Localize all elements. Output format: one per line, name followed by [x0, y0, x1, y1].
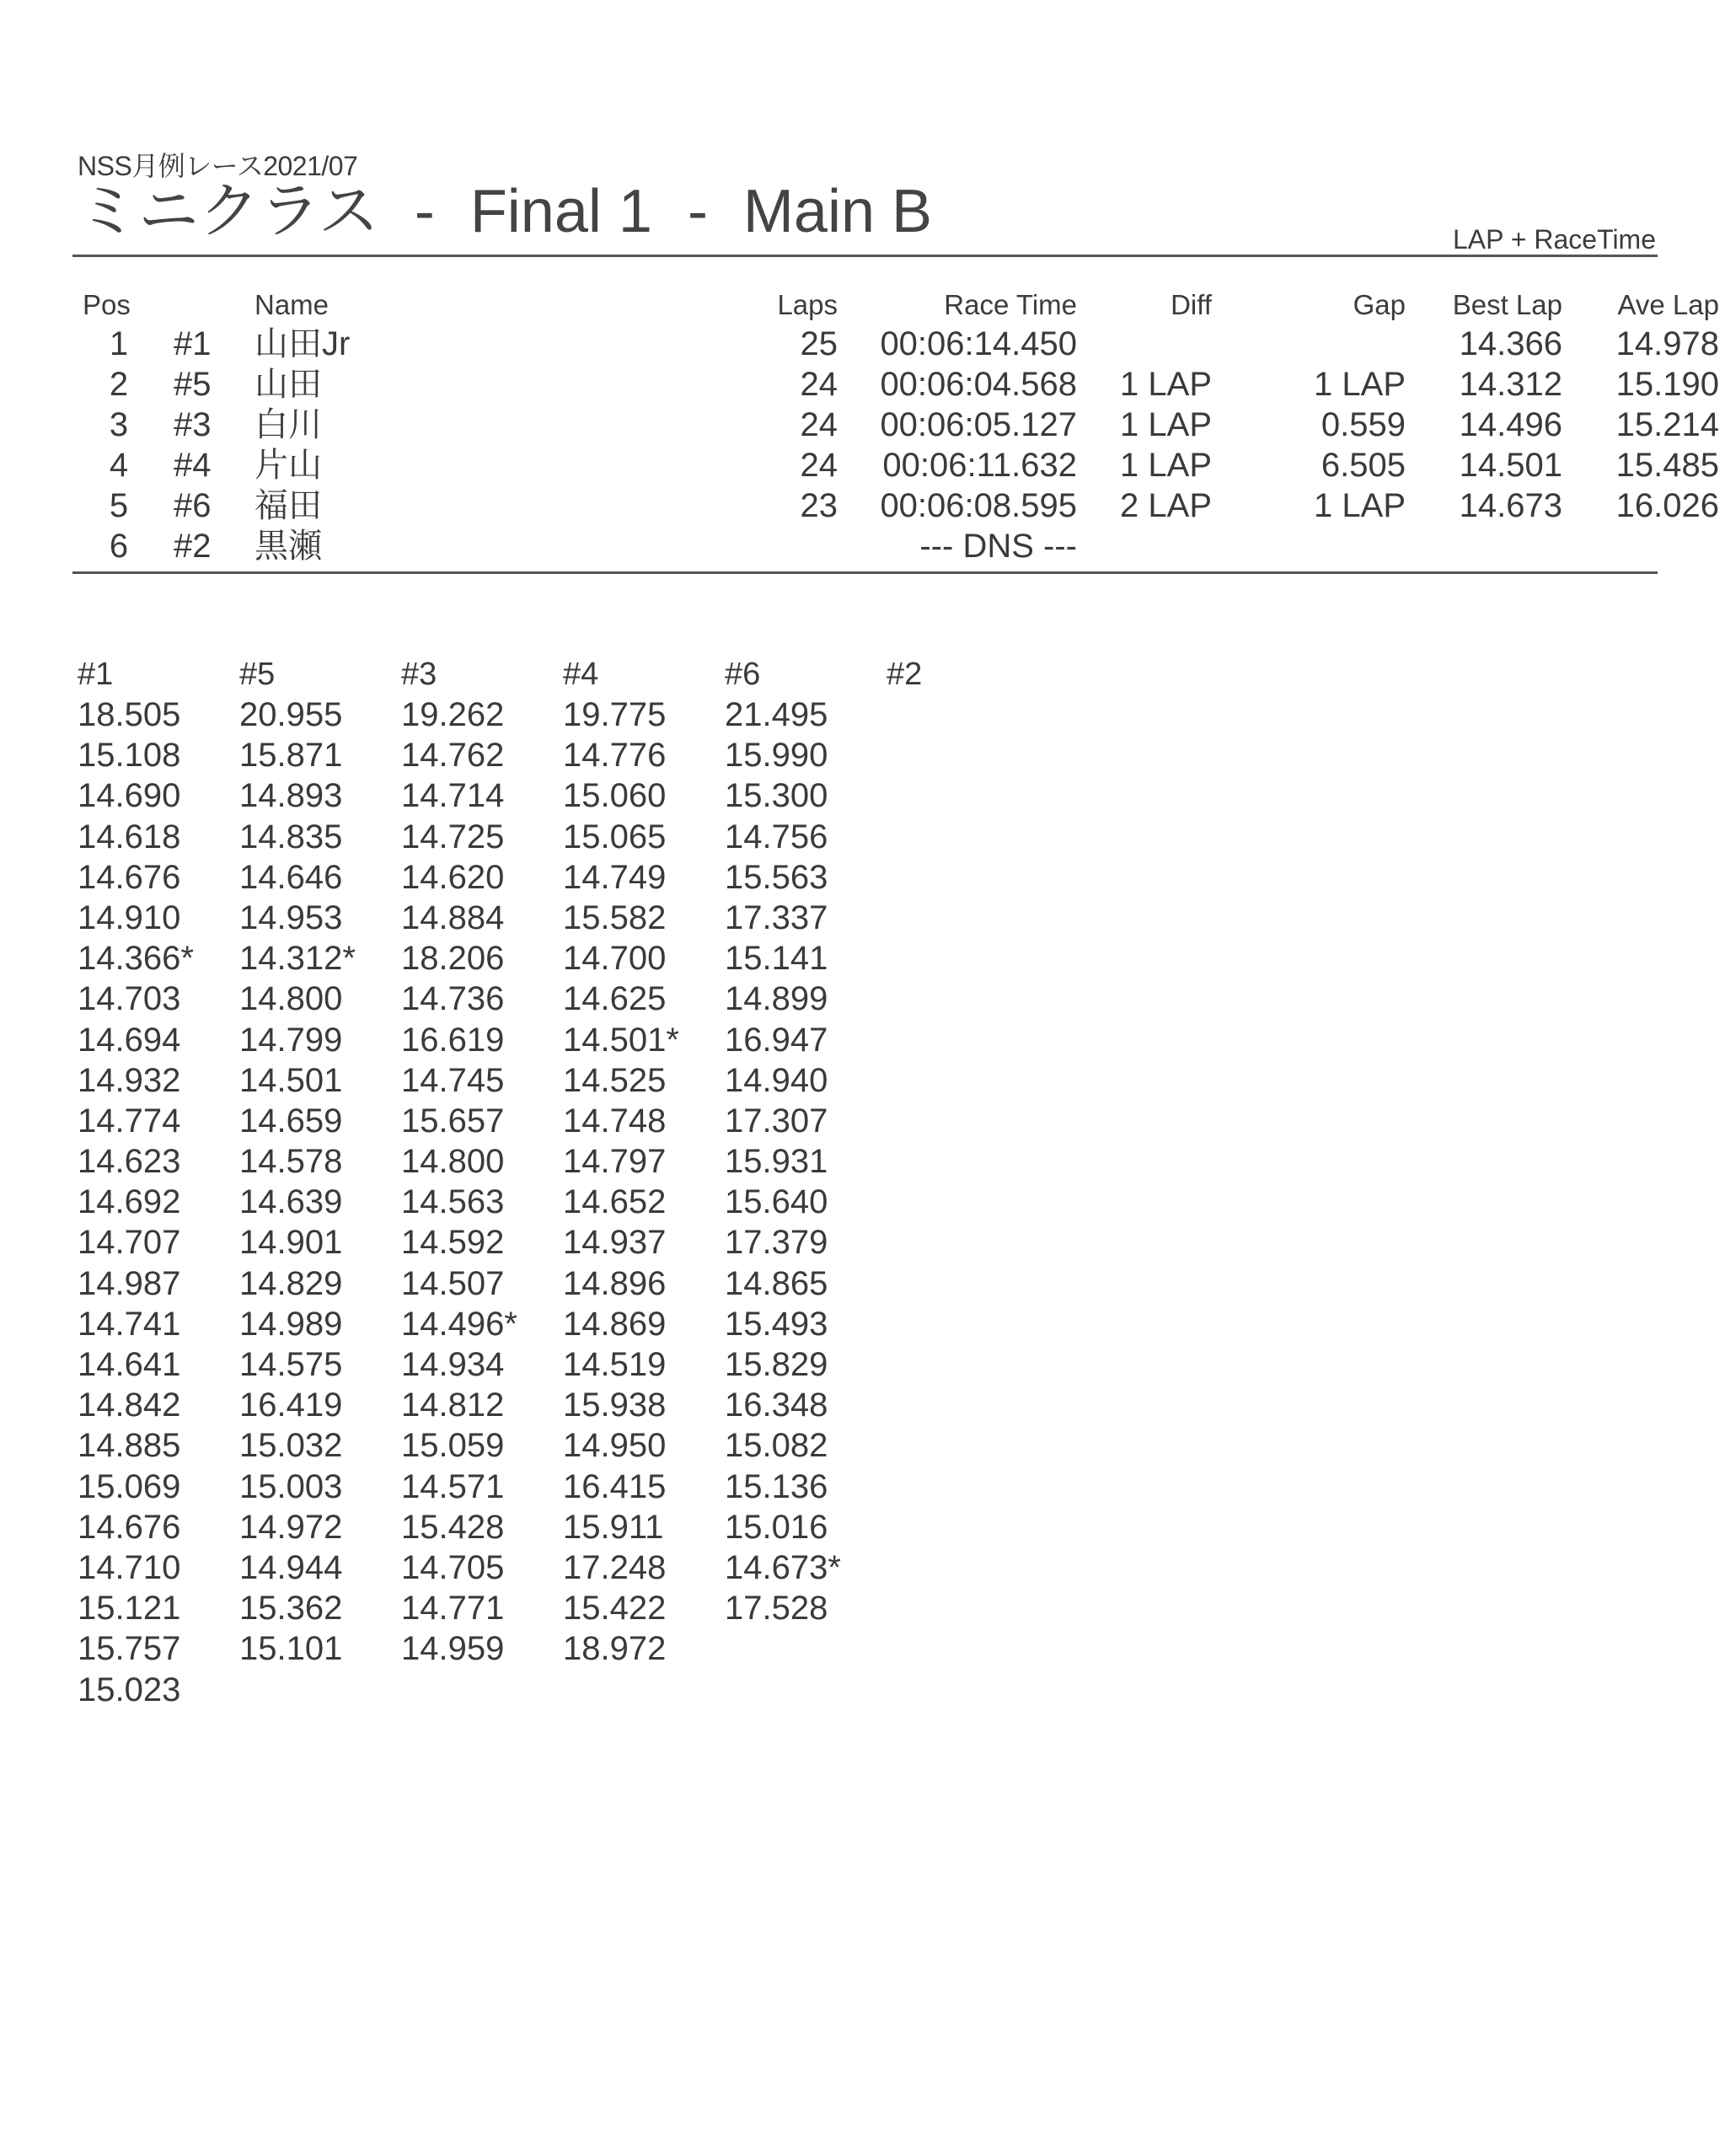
- lap-time-cell: 14.901: [239, 1224, 343, 1262]
- lap-time-cell: 14.910: [78, 898, 181, 936]
- race-time: 00:06:11.632: [882, 447, 1077, 484]
- column-header-name: Name: [254, 289, 329, 320]
- column-header-ave-lap: Ave Lap: [1617, 289, 1719, 320]
- lap-time-cell: 14.736: [401, 980, 505, 1018]
- lap-column: [401, 654, 563, 1710]
- diff-value: 1 LAP: [1120, 406, 1212, 443]
- race-time: 00:06:08.595: [880, 487, 1077, 524]
- ave-lap: 15.190: [1615, 366, 1719, 403]
- lap-time-cell: 18.972: [563, 1630, 667, 1668]
- lap-time-cell: 14.884: [401, 898, 505, 936]
- lap-column-header: #6: [725, 657, 761, 692]
- lap-column-header: #2: [887, 657, 923, 692]
- lap-time-cell: 14.972: [239, 1508, 343, 1546]
- lap-time-cell: 14.571: [401, 1467, 505, 1505]
- lap-time-cell: 14.725: [401, 818, 505, 855]
- divider: [72, 571, 1658, 574]
- lap-column: [563, 654, 725, 1710]
- results-table: [72, 287, 1719, 566]
- lap-time-cell: 14.762: [401, 737, 505, 775]
- driver-name: 福田: [254, 487, 322, 524]
- lap-time-cell: 14.625: [563, 980, 667, 1018]
- lap-time-cell: 14.575: [239, 1346, 343, 1383]
- driver-name: 黒瀬: [254, 528, 322, 565]
- lap-time-cell: 14.519: [563, 1346, 667, 1383]
- lap-time-cell: 18.505: [78, 696, 181, 733]
- lap-times-grid: [78, 654, 1048, 1710]
- lap-time-cell: 17.248: [563, 1548, 667, 1586]
- lap-time-cell: 14.959: [401, 1630, 505, 1668]
- lap-time-cell: 14.745: [401, 1061, 505, 1099]
- lap-time-cell: 15.069: [78, 1467, 181, 1505]
- column-header-diff: Diff: [1171, 289, 1212, 320]
- best-lap: 14.501: [1459, 447, 1562, 484]
- laps-count: 24: [800, 447, 838, 484]
- lap-time-cell: 14.700: [563, 940, 667, 978]
- lap-time-cell: 20.955: [239, 696, 343, 733]
- column-header-laps: Laps: [777, 289, 838, 320]
- event-subtitle: NSS月例レース2021/07: [78, 151, 358, 181]
- lap-time-cell: 14.893: [239, 777, 343, 815]
- lap-time-cell: 14.756: [725, 818, 828, 855]
- lap-time-cell: 14.774: [78, 1102, 181, 1140]
- lap-time-cell: 14.989: [239, 1305, 343, 1343]
- lap-time-cell: 14.623: [78, 1143, 181, 1181]
- lap-time-cell: 17.337: [725, 898, 828, 936]
- lap-time-cell: 14.776: [563, 737, 667, 775]
- best-lap: 14.496: [1459, 406, 1562, 443]
- lap-time-cell: 14.641: [78, 1346, 181, 1383]
- gap-value: 6.505: [1321, 447, 1406, 484]
- lap-column: [239, 654, 401, 1710]
- lap-column: [78, 654, 239, 1710]
- position: 1: [109, 325, 129, 362]
- lap-time-cell: 14.987: [78, 1264, 181, 1302]
- result-row: [72, 364, 1719, 405]
- lap-time-cell: 14.950: [563, 1427, 667, 1465]
- column-header-race-time: Race Time: [944, 289, 1077, 320]
- car-number: #3: [174, 406, 212, 443]
- lap-time-cell: 15.829: [725, 1346, 828, 1383]
- lap-time-cell: 15.422: [563, 1590, 667, 1628]
- lap-time-cell: 14.639: [239, 1183, 343, 1221]
- laps-count: 25: [800, 325, 838, 362]
- car-number: #4: [174, 447, 212, 484]
- lap-time-cell: 14.812: [401, 1386, 505, 1424]
- lap-time-cell: 18.206: [401, 940, 505, 978]
- lap-column-header: #3: [401, 657, 437, 692]
- driver-name: 山田: [254, 366, 322, 403]
- lap-time-cell: 14.771: [401, 1590, 505, 1628]
- race-time: 00:06:05.127: [880, 406, 1077, 443]
- result-row: [72, 405, 1719, 445]
- diff-value: 2 LAP: [1120, 487, 1212, 524]
- lap-column-header: #4: [563, 657, 599, 692]
- lap-time-cell: 15.065: [563, 818, 667, 855]
- lap-time-cell: 14.366*: [78, 940, 194, 978]
- gap-value: 0.559: [1321, 406, 1406, 443]
- lap-time-cell: 15.931: [725, 1143, 828, 1181]
- lap-time-cell: 15.082: [725, 1427, 828, 1465]
- lap-time-cell: 14.749: [563, 858, 667, 896]
- lap-column: [887, 654, 1048, 1710]
- page-title: [78, 174, 932, 249]
- lap-time-cell: 14.563: [401, 1183, 505, 1221]
- lap-time-cell: 17.528: [725, 1590, 828, 1628]
- lap-time-cell: 15.428: [401, 1508, 505, 1546]
- lap-time-cell: 14.694: [78, 1021, 181, 1059]
- result-row: [72, 445, 1719, 485]
- lap-time-cell: 15.136: [725, 1467, 828, 1505]
- lap-time-cell: 15.493: [725, 1305, 828, 1343]
- lap-time-cell: 14.865: [725, 1264, 828, 1302]
- lap-time-cell: 14.578: [239, 1143, 343, 1181]
- gap-value: 1 LAP: [1314, 487, 1406, 524]
- lap-time-cell: 16.419: [239, 1386, 343, 1424]
- car-number: #2: [174, 528, 212, 565]
- lap-time-cell: 14.934: [401, 1346, 505, 1383]
- car-number: #6: [174, 487, 212, 524]
- lap-time-cell: 14.676: [78, 858, 181, 896]
- lap-time-cell: 16.947: [725, 1021, 828, 1059]
- lap-time-cell: 15.141: [725, 940, 828, 978]
- lap-time-cell: 17.379: [725, 1224, 828, 1262]
- laps-count: 24: [800, 366, 838, 403]
- lap-time-cell: 15.871: [239, 737, 343, 775]
- lap-column-header: #1: [78, 657, 114, 692]
- round-name: Final 1: [469, 178, 652, 245]
- results-body: [72, 324, 1719, 566]
- lap-time-cell: 14.797: [563, 1143, 667, 1181]
- diff-value: 1 LAP: [1120, 447, 1212, 484]
- best-lap: 14.673: [1459, 487, 1562, 524]
- lap-time-cell: 15.032: [239, 1427, 343, 1465]
- lap-time-cell: 14.748: [563, 1102, 667, 1140]
- lap-time-cell: 14.741: [78, 1305, 181, 1343]
- lap-time-cell: 14.869: [563, 1305, 667, 1343]
- column-header-gap: Gap: [1353, 289, 1406, 320]
- ave-lap: 14.978: [1615, 325, 1719, 362]
- lap-time-cell: 15.060: [563, 777, 667, 815]
- lap-time-cell: 14.501: [239, 1061, 343, 1099]
- lap-time-cell: 15.101: [239, 1630, 343, 1668]
- lap-time-cell: 14.829: [239, 1264, 343, 1302]
- class-name: ミニクラス: [78, 178, 379, 245]
- lap-time-cell: 15.938: [563, 1386, 667, 1424]
- lap-time-cell: 15.016: [725, 1508, 828, 1546]
- lap-time-cell: 17.307: [725, 1102, 828, 1140]
- lap-time-cell: 16.348: [725, 1386, 828, 1424]
- driver-name: 片山: [254, 447, 322, 484]
- lap-time-cell: 14.835: [239, 818, 343, 855]
- result-row: [72, 485, 1719, 526]
- heat-name: Main B: [742, 178, 933, 245]
- driver-name: 山田Jr: [254, 325, 351, 362]
- lap-time-cell: 14.692: [78, 1183, 181, 1221]
- lap-time-cell: 15.362: [239, 1590, 343, 1628]
- lap-time-cell: 14.885: [78, 1427, 181, 1465]
- lap-time-cell: 14.652: [563, 1183, 667, 1221]
- best-lap: 14.366: [1459, 325, 1562, 362]
- ave-lap: 16.026: [1615, 487, 1719, 524]
- lap-time-cell: 14.507: [401, 1264, 505, 1302]
- lap-time-cell: 19.775: [563, 696, 667, 733]
- status-label: --- DNS ---: [919, 528, 1077, 565]
- lap-time-cell: 15.023: [78, 1671, 181, 1708]
- lap-time-cell: 14.707: [78, 1224, 181, 1262]
- lap-time-cell: 19.262: [401, 696, 505, 733]
- lap-time-cell: 14.501*: [563, 1021, 679, 1059]
- diff-value: 1 LAP: [1120, 366, 1212, 403]
- lap-time-cell: 14.896: [563, 1264, 667, 1302]
- column-header-best-lap: Best Lap: [1452, 289, 1562, 320]
- title-separator: -: [414, 178, 435, 245]
- lap-time-cell: 14.944: [239, 1548, 343, 1586]
- gap-value: 1 LAP: [1314, 366, 1406, 403]
- results-header-row: [72, 287, 1719, 324]
- position: 5: [109, 487, 129, 524]
- lap-times-table: [78, 654, 1048, 1710]
- race-time: 00:06:04.568: [880, 366, 1077, 403]
- lap-time-cell: 14.618: [78, 818, 181, 855]
- lap-time-cell: 15.657: [401, 1102, 505, 1140]
- lap-time-cell: 15.911: [563, 1508, 664, 1546]
- best-lap: 14.312: [1459, 366, 1562, 403]
- lap-time-cell: 14.899: [725, 980, 828, 1018]
- lap-time-cell: 15.757: [78, 1630, 181, 1668]
- lap-time-cell: 15.059: [401, 1427, 505, 1465]
- position: 4: [109, 447, 129, 484]
- lap-time-cell: 14.799: [239, 1021, 343, 1059]
- ave-lap: 15.214: [1615, 406, 1719, 443]
- lap-time-cell: 14.705: [401, 1548, 505, 1586]
- lap-time-cell: 14.932: [78, 1061, 181, 1099]
- lap-time-cell: 15.582: [563, 898, 667, 936]
- ave-lap: 15.485: [1615, 447, 1719, 484]
- lap-time-cell: 14.525: [563, 1061, 667, 1099]
- lap-column-header: #5: [239, 657, 276, 692]
- lap-time-cell: 16.619: [401, 1021, 505, 1059]
- lap-time-cell: 15.121: [78, 1590, 181, 1628]
- lap-time-cell: 15.003: [239, 1467, 343, 1505]
- lap-time-cell: 14.592: [401, 1224, 505, 1262]
- lap-time-cell: 14.496*: [401, 1305, 517, 1343]
- title-separator: -: [687, 178, 708, 245]
- driver-name: 白川: [254, 406, 322, 443]
- column-header-pos: Pos: [83, 289, 131, 320]
- lap-time-cell: 14.800: [401, 1143, 505, 1181]
- position: 3: [109, 406, 129, 443]
- lap-time-cell: 15.108: [78, 737, 181, 775]
- lap-time-cell: 14.710: [78, 1548, 181, 1586]
- lap-time-cell: 14.703: [78, 980, 181, 1018]
- position: 2: [109, 366, 129, 403]
- lap-time-cell: 14.800: [239, 980, 343, 1018]
- result-row: [72, 526, 1657, 566]
- lap-time-cell: 15.640: [725, 1183, 828, 1221]
- timing-mode-label: LAP + RaceTime: [1453, 224, 1656, 255]
- divider: [72, 255, 1658, 257]
- lap-time-cell: 14.673*: [725, 1548, 841, 1586]
- position: 6: [109, 528, 129, 565]
- lap-time-cell: 14.714: [401, 777, 505, 815]
- lap-time-cell: 14.937: [563, 1224, 667, 1262]
- car-number: #5: [174, 366, 212, 403]
- lap-time-cell: 15.563: [725, 858, 828, 896]
- laps-count: 23: [800, 487, 838, 524]
- lap-time-cell: 14.646: [239, 858, 343, 896]
- lap-time-cell: 14.659: [239, 1102, 343, 1140]
- laps-count: 24: [800, 406, 838, 443]
- lap-time-cell: 14.620: [401, 858, 505, 896]
- lap-time-cell: 14.690: [78, 777, 181, 815]
- lap-time-cell: 14.940: [725, 1061, 828, 1099]
- lap-time-cell: 21.495: [725, 696, 828, 733]
- race-time: 00:06:14.450: [880, 325, 1077, 362]
- result-row: [72, 324, 1719, 364]
- lap-time-cell: 14.842: [78, 1386, 181, 1424]
- lap-time-cell: 14.312*: [239, 940, 356, 978]
- lap-time-cell: 14.676: [78, 1508, 181, 1546]
- lap-time-cell: 16.415: [563, 1467, 667, 1505]
- lap-column: [725, 654, 887, 1710]
- lap-time-cell: 14.953: [239, 898, 343, 936]
- lap-time-cell: 15.990: [725, 737, 828, 775]
- lap-time-cell: 15.300: [725, 777, 828, 815]
- car-number: #1: [174, 325, 212, 362]
